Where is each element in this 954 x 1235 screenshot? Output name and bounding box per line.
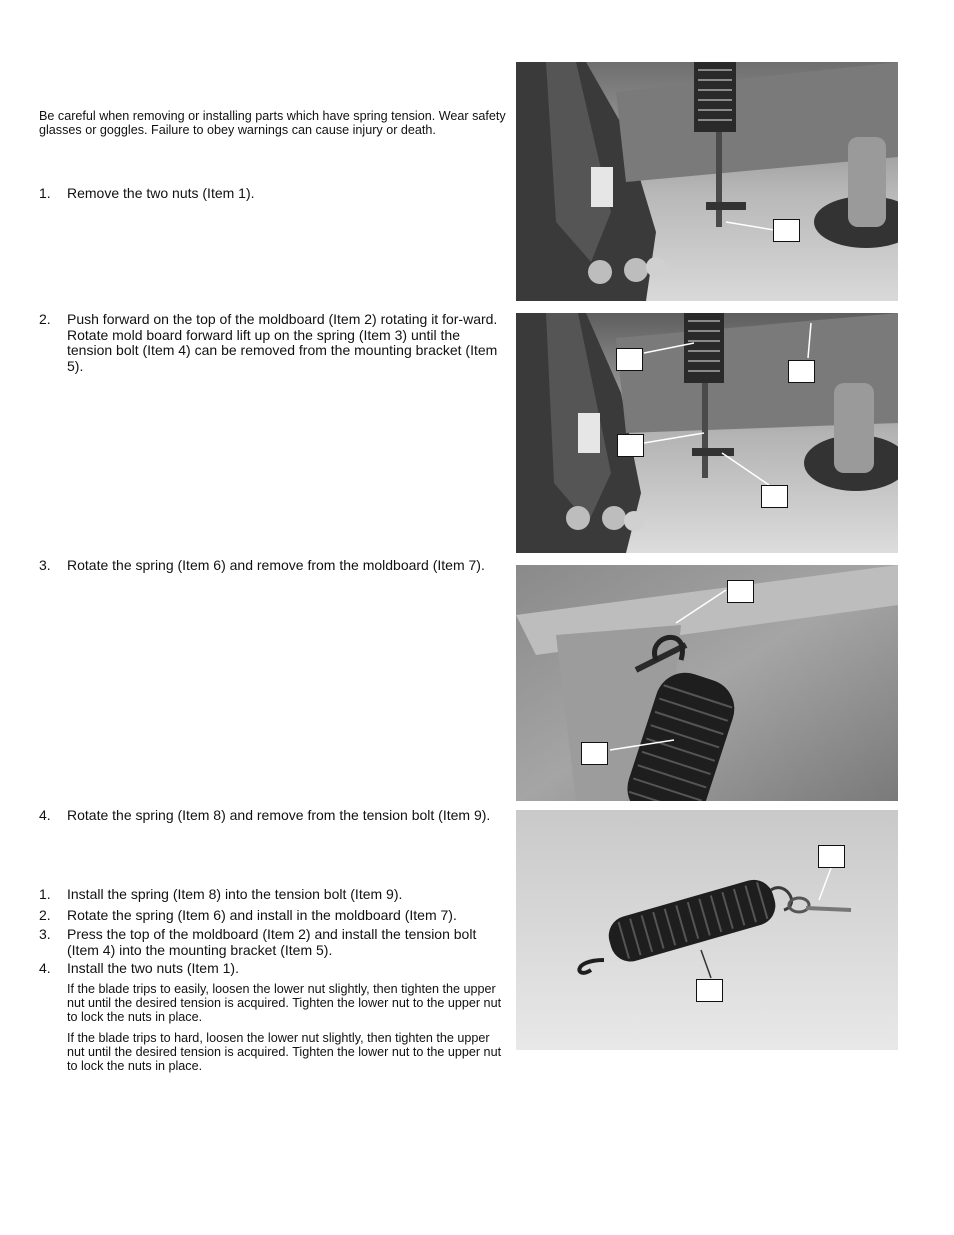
install-step-2 xyxy=(39,908,507,924)
photo-spring-moldboard xyxy=(516,565,898,801)
step-text: Rotate the spring (Item 6) and remove from the moldboard (Item 7). xyxy=(67,557,485,573)
step-number: 2. xyxy=(39,311,51,327)
callout-item-7 xyxy=(727,580,754,603)
callout-item-5 xyxy=(761,485,788,508)
removal-step-1 xyxy=(39,186,507,202)
callout-item-9 xyxy=(818,845,845,868)
callout-item-6 xyxy=(581,742,608,765)
step-text: Install the spring (Item 8) into the tension bolt (Item 9). xyxy=(67,886,403,902)
removal-step-4 xyxy=(39,808,507,824)
photo-remove-nuts xyxy=(516,62,898,301)
install-step-1 xyxy=(39,887,507,903)
step-number: 3. xyxy=(39,926,51,942)
step-number: 4. xyxy=(39,960,51,976)
step-text: Press the top of the moldboard (Item 2) and install the tension bolt (Item 4) into the mounting bracket (Item 5). xyxy=(67,926,477,958)
step-text: Rotate the spring (Item 8) and remove from the tension bolt (Item 9). xyxy=(67,807,491,823)
removal-step-2 xyxy=(39,312,507,374)
callout-item-1 xyxy=(773,219,800,242)
photo-remove-tension-bolt xyxy=(516,313,898,553)
step-text: Push forward on the top of the moldboard (Item 2) rotating it for-ward. Rotate mold board forward lift up on the spring (Item 3) until the tension bolt (Item 4) can be removed from the mounting bracket (Item 5). xyxy=(67,311,498,374)
callout-item-2 xyxy=(788,360,815,383)
step-number: 4. xyxy=(39,807,51,823)
step-number: 3. xyxy=(39,557,51,573)
callout-item-3 xyxy=(616,348,643,371)
step-number: 1. xyxy=(39,185,51,201)
install-step-3 xyxy=(39,927,507,958)
callout-item-4 xyxy=(617,434,644,457)
warning-text: Be careful when removing or installing parts which have spring tension. Wear safety glasses or goggles. Failure to obey warnings can cause injury or death. xyxy=(39,109,506,138)
step-text: Rotate the spring (Item 6) and install in the moldboard (Item 7). xyxy=(67,907,457,923)
step-text: Install the two nuts (Item 1). xyxy=(67,960,239,976)
note-trips-too-easily: If the blade trips to easily, loosen the lower nut slightly, then tighten the upper nut until the desired tension is acquired. Tighten the lower nut to the upper nut to lock the nuts in place. xyxy=(67,982,502,1025)
step-text: Remove the two nuts (Item 1). xyxy=(67,185,255,201)
step-number: 1. xyxy=(39,886,51,902)
install-step-4 xyxy=(39,961,507,977)
note-trips-too-hard: If the blade trips to hard, loosen the lower nut slightly, then tighten the upper nut until the desired tension is acquired. Tighten the lower nut to the upper nut to lock the nuts in place. xyxy=(67,1031,502,1074)
step-number: 2. xyxy=(39,907,51,923)
removal-step-3 xyxy=(39,558,507,574)
callout-item-8 xyxy=(696,979,723,1002)
